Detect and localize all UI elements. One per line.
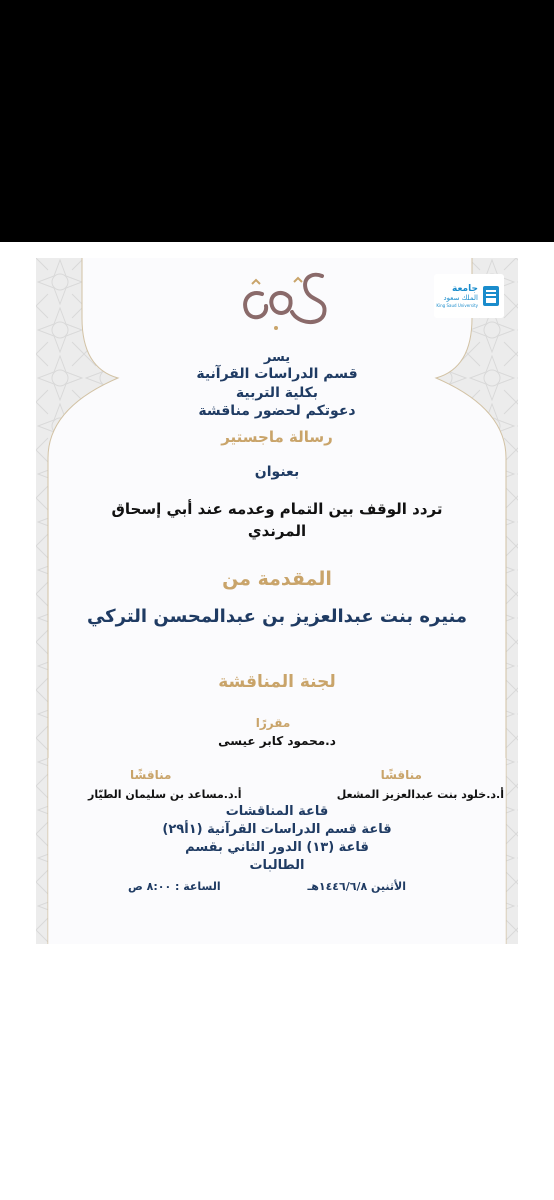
invitation-line: دعوتكم لحضور مناقشة: [198, 403, 356, 419]
examiner-left-name: أ.د.مساعد بن سليمان الطيّار: [88, 788, 242, 801]
top-black-band: [0, 0, 554, 242]
venue-line-1: قاعة المناقشات: [225, 804, 329, 819]
time: الساعة : ٨:٠٠ ص: [128, 880, 221, 893]
examiner-right-name: أ.د.خلود بنت عبدالعزيز المشعل: [336, 788, 504, 801]
college-name: بكلية التربية: [235, 385, 319, 401]
intro-line-1: يسر: [263, 350, 291, 365]
rapporteur-role: مقررًا: [255, 716, 291, 730]
logo-name-ar-2: الملك سعود: [443, 293, 478, 302]
titled-label: بعنوان: [254, 464, 300, 480]
presented-by-label: المقدمة من: [222, 568, 332, 590]
university-logo: [434, 274, 504, 318]
thesis-title-line-2: المرندي: [247, 522, 307, 540]
invitation-card: [36, 258, 518, 944]
invitation-calligraphy: [232, 268, 342, 342]
rapporteur-name: د.محمود كابر عيسى: [218, 734, 336, 748]
venue-line-3: قاعة (١٣) الدور الثاني بقسم: [185, 840, 369, 855]
committee-label: لجنة المناقشة: [218, 672, 336, 692]
examiner-left-role: مناقشًا: [130, 768, 172, 782]
examiner-right-role: مناقشًا: [380, 768, 422, 782]
university-emblem-icon: [482, 285, 500, 307]
logo-name-ar-1: جامعة: [452, 283, 478, 294]
presenter-name: منيره بنت عبدالعزيز بن عبدالمحسن التركي: [86, 606, 468, 627]
venue-line-2: قاعة قسم الدراسات القرآنية (١أ٢٩): [162, 822, 392, 837]
day-date: الأثنين ١٤٤٦/٦/٨هـ: [307, 880, 406, 893]
venue-line-4: الطالبات: [249, 858, 305, 873]
department-name: قسم الدراسات القرآنية: [196, 366, 358, 382]
thesis-type: رسالة ماجستير: [221, 428, 333, 446]
bottom-white-area: [0, 958, 554, 1200]
logo-name-en: King Saud University: [436, 302, 478, 308]
thesis-title-line-1: تردد الوقف بين التمام وعدمه عند أبي إسحاق: [111, 500, 443, 518]
